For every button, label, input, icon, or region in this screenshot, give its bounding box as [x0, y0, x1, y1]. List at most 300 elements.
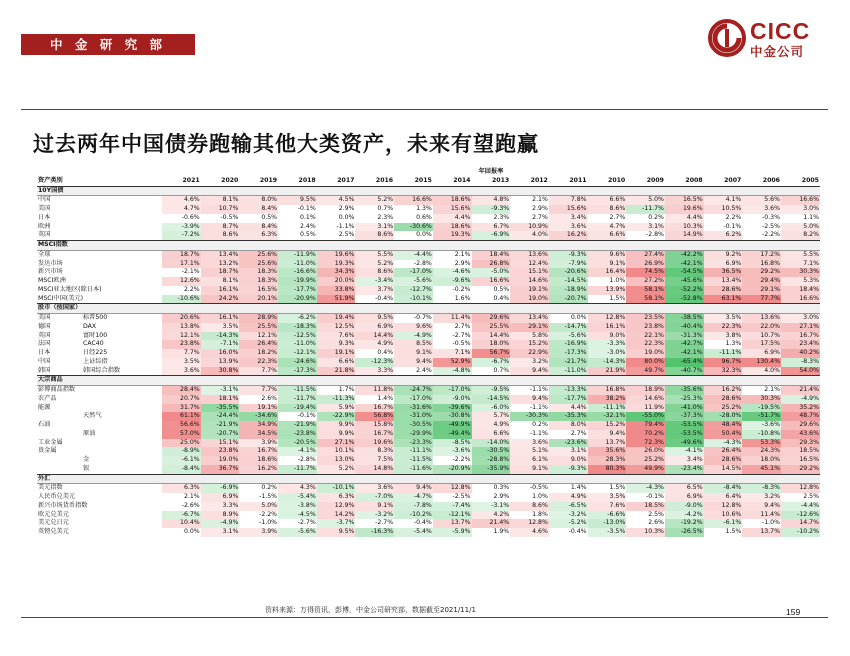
return-cell: 13.6% [742, 314, 781, 323]
return-cell: 18.3% [239, 268, 278, 277]
return-cell: 26.4% [704, 447, 743, 456]
table-row [37, 421, 820, 430]
return-cell: -9.3% [549, 250, 588, 259]
return-cell: -24.7% [394, 386, 433, 395]
return-cell: 16.6% [394, 196, 433, 205]
table-row [37, 511, 820, 520]
return-cell: 57.0% [162, 430, 201, 439]
row-label: 德国 [38, 322, 51, 330]
return-cell: -13.0% [588, 519, 627, 528]
return-cell: 3.5% [588, 493, 627, 502]
section-row [37, 186, 820, 196]
year-header: 2009 [626, 177, 665, 186]
return-cell: 19.1% [510, 286, 549, 295]
row-sublabel: 韩国综合指数 [83, 366, 121, 374]
return-cell: -0.1% [297, 412, 316, 420]
row-sublabel: 上证综指 [83, 357, 108, 365]
return-cell: 1.7% [338, 386, 355, 393]
return-cell: 9.1% [588, 260, 627, 269]
return-cell: -2.8% [297, 456, 316, 463]
return-cell: 19.1% [239, 404, 278, 413]
return-cell: 15.2% [510, 340, 549, 349]
return-cell: 13.7% [742, 528, 781, 537]
return-cell: -10.1% [317, 484, 356, 493]
return-cell: 54.0% [781, 367, 820, 376]
return-cell: -7.9% [549, 260, 588, 269]
brand-banner: 中 金 研 究 部 [21, 34, 195, 55]
return-cell: -21.9% [201, 421, 240, 430]
return-cell: -20.9% [433, 465, 472, 474]
return-cell: -3.9% [162, 223, 201, 232]
year-header: 2010 [588, 177, 627, 186]
table-row [37, 314, 820, 323]
return-cell: 9.5% [355, 314, 394, 323]
return-cell: 19.6% [317, 250, 356, 259]
year-header: 2014 [433, 177, 472, 186]
row-label [37, 456, 82, 465]
return-cell: 29.3% [781, 439, 820, 448]
return-cell: -4.5% [278, 511, 317, 520]
return-cell: 1.9% [493, 528, 510, 535]
return-cell: 0.0% [416, 231, 432, 239]
return-cell: 25.2% [704, 404, 743, 413]
table-row [37, 493, 820, 502]
table-row [37, 250, 820, 259]
return-cell: 14.2% [317, 511, 356, 520]
return-cell: -6.7% [162, 511, 201, 520]
return-cell: 10.9% [510, 223, 549, 232]
return-cell: -4.3% [626, 484, 665, 493]
return-cell: 14.4% [355, 332, 394, 341]
return-cell: 13.2% [201, 260, 240, 269]
return-cell: 3.0% [781, 205, 820, 214]
row-label: 中国 [38, 196, 51, 204]
return-cell: 0.2% [532, 421, 548, 428]
return-cell: -17.3% [278, 367, 317, 376]
return-cell: 5.6% [742, 196, 781, 205]
return-cell: -21.9% [278, 421, 317, 430]
return-cell: -4.2% [665, 511, 704, 520]
return-cell: 15.6% [433, 205, 472, 214]
return-cell: -32.1% [588, 412, 627, 421]
return-cell: 49.7% [626, 367, 665, 376]
return-cell: 27.1% [781, 323, 820, 332]
return-cell: 19.0% [626, 349, 665, 358]
table-row [37, 358, 820, 367]
row-sublabel [82, 205, 162, 214]
row-label: 欧元兑美元 [38, 510, 69, 518]
return-cell: -11.9% [278, 250, 317, 259]
return-cell: -3.6% [433, 447, 472, 456]
return-cell: -4.9% [781, 395, 820, 404]
return-cell: -0.4% [375, 294, 394, 302]
row-sublabel [82, 295, 162, 304]
return-cell: 0.5% [300, 231, 316, 239]
return-cell: 13.7% [588, 439, 627, 448]
return-cell: 6.9% [355, 323, 394, 332]
return-cell: -30.5% [472, 447, 511, 456]
return-cell: 16.0% [201, 349, 240, 358]
return-cell: -12.5% [278, 332, 317, 341]
return-cell: -23.6% [549, 439, 588, 448]
return-cell: -17.3% [549, 349, 588, 358]
return-cell: -2.6% [181, 501, 200, 509]
row-sublabel [82, 223, 162, 232]
table-corner-blank [82, 177, 162, 186]
row-label: 中国 [38, 357, 51, 365]
return-cell: -5.2% [549, 519, 588, 528]
year-header: 2008 [665, 177, 704, 186]
return-cell: 58.1% [626, 286, 665, 295]
return-cell: -2.2% [762, 231, 780, 239]
return-cell: 18.6% [433, 223, 472, 232]
return-cell: -2.7% [297, 519, 316, 527]
return-cell: 3.6% [355, 484, 394, 493]
return-cell: 16.8% [742, 260, 781, 269]
return-cell: 36.5% [704, 268, 743, 277]
return-cell: 79.4% [626, 421, 665, 430]
return-cell: -18.9% [549, 286, 588, 295]
return-cell: 26.0% [626, 447, 665, 456]
return-cell: -0.2% [452, 285, 471, 293]
table-row [37, 223, 820, 232]
return-cell: 27.4% [626, 250, 665, 259]
return-cell: 4.2% [472, 511, 511, 520]
row-label: 彭博商品指数 [38, 386, 76, 393]
return-cell: -30.6% [394, 223, 433, 232]
return-cell: -11.7% [278, 465, 317, 474]
return-cell: -5.0% [472, 268, 511, 277]
row-label: 英镑兑美元 [38, 528, 69, 535]
return-cell: 15.2% [588, 421, 627, 430]
return-cell: -3.1% [201, 386, 240, 395]
return-cell: 3.6% [742, 205, 781, 214]
return-cell: -19.9% [278, 277, 317, 286]
year-header: 2011 [549, 177, 588, 186]
return-cell: 22.3% [239, 358, 278, 367]
row-label: 能源 [38, 403, 51, 411]
return-cell: 8.6% [588, 205, 627, 214]
return-cell: -9.6% [433, 277, 472, 286]
return-cell: -11.0% [278, 340, 317, 349]
return-cell: -12.6% [781, 511, 820, 520]
year-header: 2013 [472, 177, 511, 186]
return-cell: 1.6% [454, 294, 471, 302]
return-cell: 38.2% [588, 395, 627, 404]
section-row [37, 241, 820, 251]
row-sublabel [82, 231, 162, 240]
return-cell: 4.0% [510, 231, 549, 240]
return-cell: 1.0% [609, 277, 626, 284]
return-cell: 9.9% [317, 421, 356, 430]
logo-icon [708, 19, 746, 57]
row-sublabel: 日经225 [83, 349, 108, 356]
return-cell: 9.4% [588, 430, 627, 439]
year-header: 2006 [742, 177, 781, 186]
row-sublabel [82, 404, 162, 413]
return-cell: -8.3% [742, 484, 781, 493]
return-cell: 29.6% [472, 314, 511, 323]
return-cell: 4.6% [510, 528, 549, 537]
return-cell: 20.0% [317, 277, 356, 286]
return-cell: 2.5% [338, 231, 355, 239]
table-row [37, 268, 820, 277]
return-cell: -0.5% [220, 213, 239, 221]
return-cell: -23.4% [665, 465, 704, 474]
return-cell: -11.7% [278, 395, 317, 404]
return-cell: -12.7% [394, 286, 433, 295]
return-cell: -0.5% [452, 340, 471, 348]
return-cell: 10.7% [201, 205, 240, 214]
return-cell: 2.1% [454, 250, 471, 258]
return-cell: 9.6% [394, 323, 433, 332]
return-cell: -10.8% [742, 430, 781, 439]
return-cell: 15.1% [201, 439, 240, 448]
return-cell: 10.5% [704, 205, 743, 214]
return-cell: 2.3% [493, 213, 510, 221]
return-cell: 3.5% [201, 323, 240, 332]
return-cell: 48.7% [781, 412, 820, 421]
return-cell: 9.1% [355, 502, 394, 511]
row-sublabel [82, 214, 162, 223]
return-cell: -5.6% [394, 277, 433, 286]
return-cell: -39.6% [433, 404, 472, 413]
return-cell: -11.1% [588, 404, 627, 413]
table-row [37, 386, 820, 395]
return-cell: 31.7% [162, 404, 201, 413]
return-cell: 16.7% [355, 430, 394, 439]
return-cell: 4.6% [162, 196, 201, 205]
return-cell: -0.5% [529, 484, 548, 492]
return-cell: 13.8% [162, 323, 201, 332]
return-cell: -35.3% [549, 412, 588, 421]
return-cell: 9.5% [317, 528, 356, 537]
return-cell: 35.6% [588, 447, 627, 456]
return-cell: 30.3% [781, 268, 820, 277]
return-cell: 10.6% [704, 511, 743, 520]
return-cell: 22.1% [626, 332, 665, 341]
return-cell: 8.0% [549, 421, 588, 430]
return-cell: 5.5% [781, 250, 820, 259]
table-row [37, 340, 820, 349]
row-label: 英国 [38, 231, 51, 239]
return-cell: -30.5% [394, 421, 433, 430]
return-cell: -6.0% [472, 404, 511, 413]
return-cell: 18.3% [239, 277, 278, 286]
return-cell: -42.1% [665, 349, 704, 358]
cicc-logo [708, 15, 828, 67]
return-cell: 5.0% [781, 223, 820, 232]
return-cell: 12.8% [781, 484, 820, 493]
return-cell: -55.0% [626, 412, 665, 421]
return-cell: 14.8% [355, 465, 394, 474]
return-cell: 21.9% [588, 367, 627, 376]
return-cell: -38.5% [665, 314, 704, 323]
return-cell: 19.0% [201, 456, 240, 465]
row-label: 欧洲 [38, 222, 51, 230]
return-cell: 28.6% [704, 456, 743, 465]
return-cell: 21.4% [472, 519, 511, 528]
return-cell: -4.1% [665, 447, 704, 456]
return-cell: -14.5% [549, 277, 588, 286]
return-cell: 13.9% [201, 358, 240, 367]
return-cell: 23.8% [162, 340, 201, 349]
section-title: 10Y国债 [37, 186, 820, 196]
return-cell: 3.1% [201, 528, 240, 537]
row-label: 发达市场 [38, 259, 63, 267]
return-cell: -1.1% [529, 386, 548, 393]
return-cell: -19.4% [278, 404, 317, 413]
return-cell: 3.3% [201, 502, 240, 511]
return-cell: 13.4% [201, 250, 240, 259]
return-cell: 30.8% [201, 367, 240, 376]
return-cell: -6.2% [278, 314, 317, 323]
return-cell: 5.0% [239, 502, 278, 511]
return-cell: 0.3% [493, 484, 510, 492]
return-cell: 4.9% [355, 340, 394, 349]
row-sublabel [82, 502, 162, 511]
return-cell: 12.1% [162, 332, 201, 341]
return-cell: -7.8% [394, 502, 433, 511]
table-row [37, 404, 820, 413]
return-cell: 0.4% [493, 294, 510, 302]
return-cell: 5.3% [781, 277, 820, 286]
return-cell: 80.3% [588, 465, 627, 474]
table-row [37, 465, 820, 474]
return-cell: -4.4% [781, 502, 820, 511]
return-cell: 23.5% [626, 314, 665, 323]
return-cell: -3.8% [278, 502, 317, 511]
return-cell: -7.4% [433, 502, 472, 511]
return-cell: 11.4% [433, 314, 472, 323]
return-cell: 16.5% [239, 286, 278, 295]
return-cell: 25.6% [239, 260, 278, 269]
return-cell: 3.5% [704, 314, 743, 323]
return-cell: 16.6% [781, 196, 820, 205]
return-cell: -6.6% [588, 511, 627, 520]
return-cell: 28.3% [588, 456, 627, 465]
return-cell: 12.6% [162, 277, 201, 286]
return-cell: 6.5% [665, 484, 704, 493]
return-cell: 0.5% [493, 285, 510, 293]
return-cell: 10.3% [626, 528, 665, 537]
return-cell: 18.5% [626, 502, 665, 511]
year-header: 2016 [355, 177, 394, 186]
return-cell: 7.7% [239, 386, 278, 395]
row-sublabel: 富时100 [83, 331, 108, 339]
row-sublabel: 标普500 [83, 314, 108, 321]
return-cell: 16.5% [781, 456, 820, 465]
return-cell: 9.1% [510, 465, 549, 474]
return-cell: -14.0% [472, 439, 511, 448]
return-cell: -17.0% [433, 386, 472, 395]
return-cell: -9.5% [472, 386, 511, 395]
return-cell: 8.9% [201, 511, 240, 520]
row-sublabel [82, 484, 162, 493]
return-cell: 34.5% [239, 430, 278, 439]
return-cell: -52.8% [665, 295, 704, 304]
return-cell: 5.2% [317, 465, 356, 474]
section-title: 大宗商品 [37, 376, 820, 386]
return-cell: -31.3% [665, 332, 704, 341]
return-cell: -17.7% [549, 395, 588, 404]
return-cell: 0.1% [300, 213, 316, 221]
return-cell: -0.1% [297, 205, 316, 212]
return-cell: 48.4% [704, 421, 743, 430]
return-cell: -40.4% [665, 323, 704, 332]
table-corner-blank [82, 168, 162, 177]
return-cell: 56.6% [162, 421, 201, 430]
return-cell: 19.3% [433, 231, 472, 240]
return-cell: 8.5% [394, 340, 433, 349]
returns-table [37, 168, 820, 537]
return-cell: 17.5% [742, 340, 781, 349]
return-cell: 23.8% [201, 447, 240, 456]
return-cell: 3.9% [239, 528, 278, 537]
return-cell: -35.5% [201, 404, 240, 413]
return-cell: -49.6% [665, 439, 704, 448]
return-cell: -28.0% [704, 412, 743, 421]
return-cell: 5.8% [510, 332, 549, 341]
return-cell: 3.7% [355, 286, 394, 295]
return-cell: -4.9% [394, 332, 433, 341]
return-cell: 8.6% [201, 231, 240, 240]
year-header: 2021 [162, 177, 201, 186]
return-cell: -5.6% [549, 332, 588, 341]
return-cell: 7.7% [239, 367, 278, 376]
return-cell: -12.1% [278, 349, 317, 358]
return-cell: 4.4% [549, 404, 588, 413]
return-cell: 9.4% [510, 367, 549, 376]
return-cell: 56.8% [355, 412, 394, 421]
return-cell: -41.0% [665, 404, 704, 413]
return-cell: -14.3% [588, 358, 627, 367]
return-cell: 6.1% [510, 456, 549, 465]
return-cell: 30.3% [742, 395, 781, 404]
return-cell: -42.1% [665, 260, 704, 269]
return-cell: -42.2% [665, 250, 704, 259]
return-cell: 10.7% [742, 332, 781, 341]
return-cell: 15.6% [549, 205, 588, 214]
page-number: 159 [786, 607, 801, 617]
return-cell: 22.0% [742, 323, 781, 332]
return-cell: -54.5% [665, 268, 704, 277]
return-cell: 21.4% [781, 386, 820, 395]
row-label: 美国 [38, 205, 51, 212]
return-cell: 130.4% [742, 358, 781, 367]
return-cell: 2.7% [609, 213, 626, 221]
return-cell: 4.4% [665, 214, 704, 223]
return-cell: -9.0% [433, 395, 472, 404]
return-cell: 2.3% [377, 213, 394, 221]
return-cell: -11.1% [394, 447, 433, 456]
return-cell: 33.8% [317, 286, 356, 295]
return-cell: 26.8% [472, 260, 511, 269]
return-cell: 70.2% [626, 430, 665, 439]
table-row [37, 519, 820, 528]
return-cell: 0.2% [648, 213, 664, 221]
row-sublabel [82, 196, 162, 205]
return-cell: -4.1% [278, 447, 317, 456]
return-cell: -16.6% [278, 268, 317, 277]
return-cell: -0.1% [645, 493, 664, 500]
row-label [37, 430, 82, 439]
return-cell: 4.7% [588, 223, 627, 232]
table-row [37, 260, 820, 269]
return-cell: 16.7% [239, 447, 278, 456]
return-cell: 4.0% [742, 367, 781, 376]
table-super-header: 年回报率 [478, 168, 504, 175]
